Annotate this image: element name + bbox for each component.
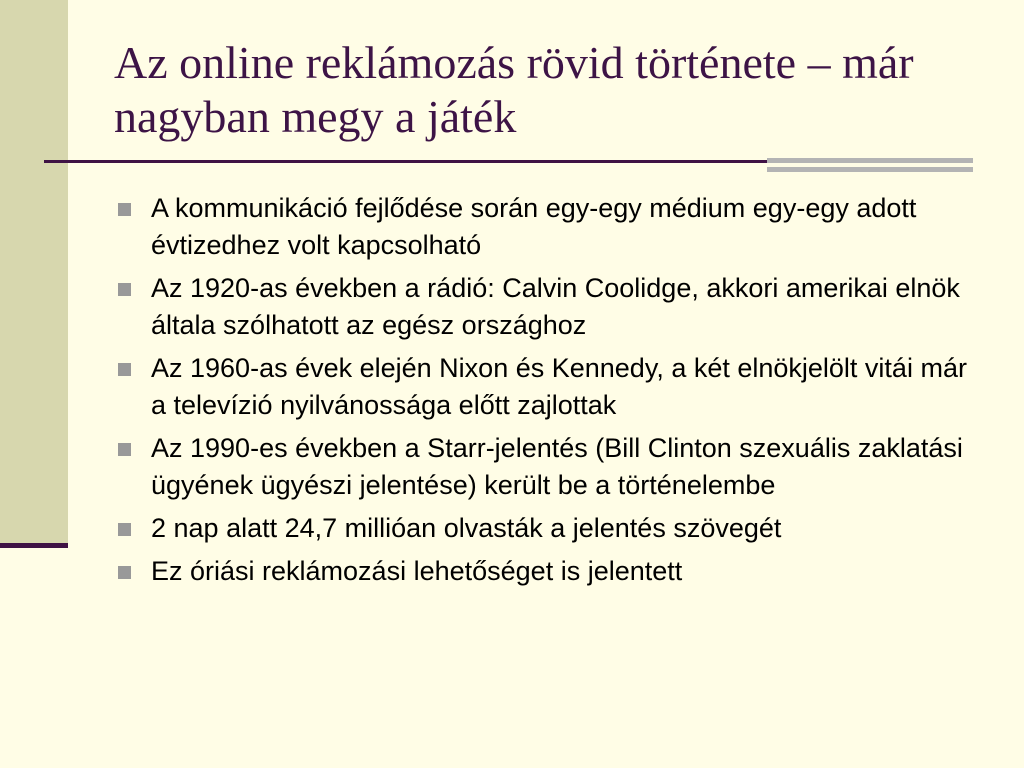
slide-title: Az online reklámozás rövid története – már nagyban megy a játék bbox=[114, 37, 914, 142]
side-band bbox=[0, 0, 68, 545]
square-bullet-icon bbox=[118, 283, 131, 296]
bullet-item bbox=[112, 190, 972, 264]
square-bullet-icon bbox=[118, 203, 131, 216]
bullet-text: Ez óriási reklámozási lehetőséget is jelentett bbox=[151, 556, 683, 586]
square-bullet-icon bbox=[118, 363, 131, 376]
bullet-list bbox=[112, 190, 972, 596]
accent-bar bbox=[767, 158, 973, 163]
title-rule bbox=[44, 160, 784, 163]
side-band-rule bbox=[0, 543, 68, 548]
bullet-text: Az 1960-as évek elején Nixon és Kennedy, a két elnökjelölt vitái már a televízió nyilvánossága előtt zajlottak bbox=[151, 353, 967, 420]
bullet-item bbox=[112, 510, 972, 547]
square-bullet-icon bbox=[118, 566, 131, 579]
bullet-item bbox=[112, 350, 972, 424]
square-bullet-icon bbox=[118, 443, 131, 456]
bullet-item bbox=[112, 270, 972, 344]
bullet-item bbox=[112, 553, 972, 590]
bullet-text: A kommunikáció fejlődése során egy-egy médium egy-egy adott évtizedhez volt kapcsolható bbox=[151, 193, 917, 260]
bullet-item bbox=[112, 430, 972, 504]
accent-bar bbox=[767, 167, 973, 172]
bullet-text: Az 1990-es években a Starr-jelentés (Bill Clinton szexuális zaklatási ügyének ügyészi jelentése) került be a történelembe bbox=[151, 433, 963, 500]
bullet-text: 2 nap alatt 24,7 millióan olvasták a jelentés szövegét bbox=[151, 513, 782, 543]
square-bullet-icon bbox=[118, 523, 131, 536]
accent-bars bbox=[767, 158, 973, 180]
bullet-text: Az 1920-as években a rádió: Calvin Coolidge, akkori amerikai elnök általa szólhatott az egész országhoz bbox=[151, 273, 960, 340]
